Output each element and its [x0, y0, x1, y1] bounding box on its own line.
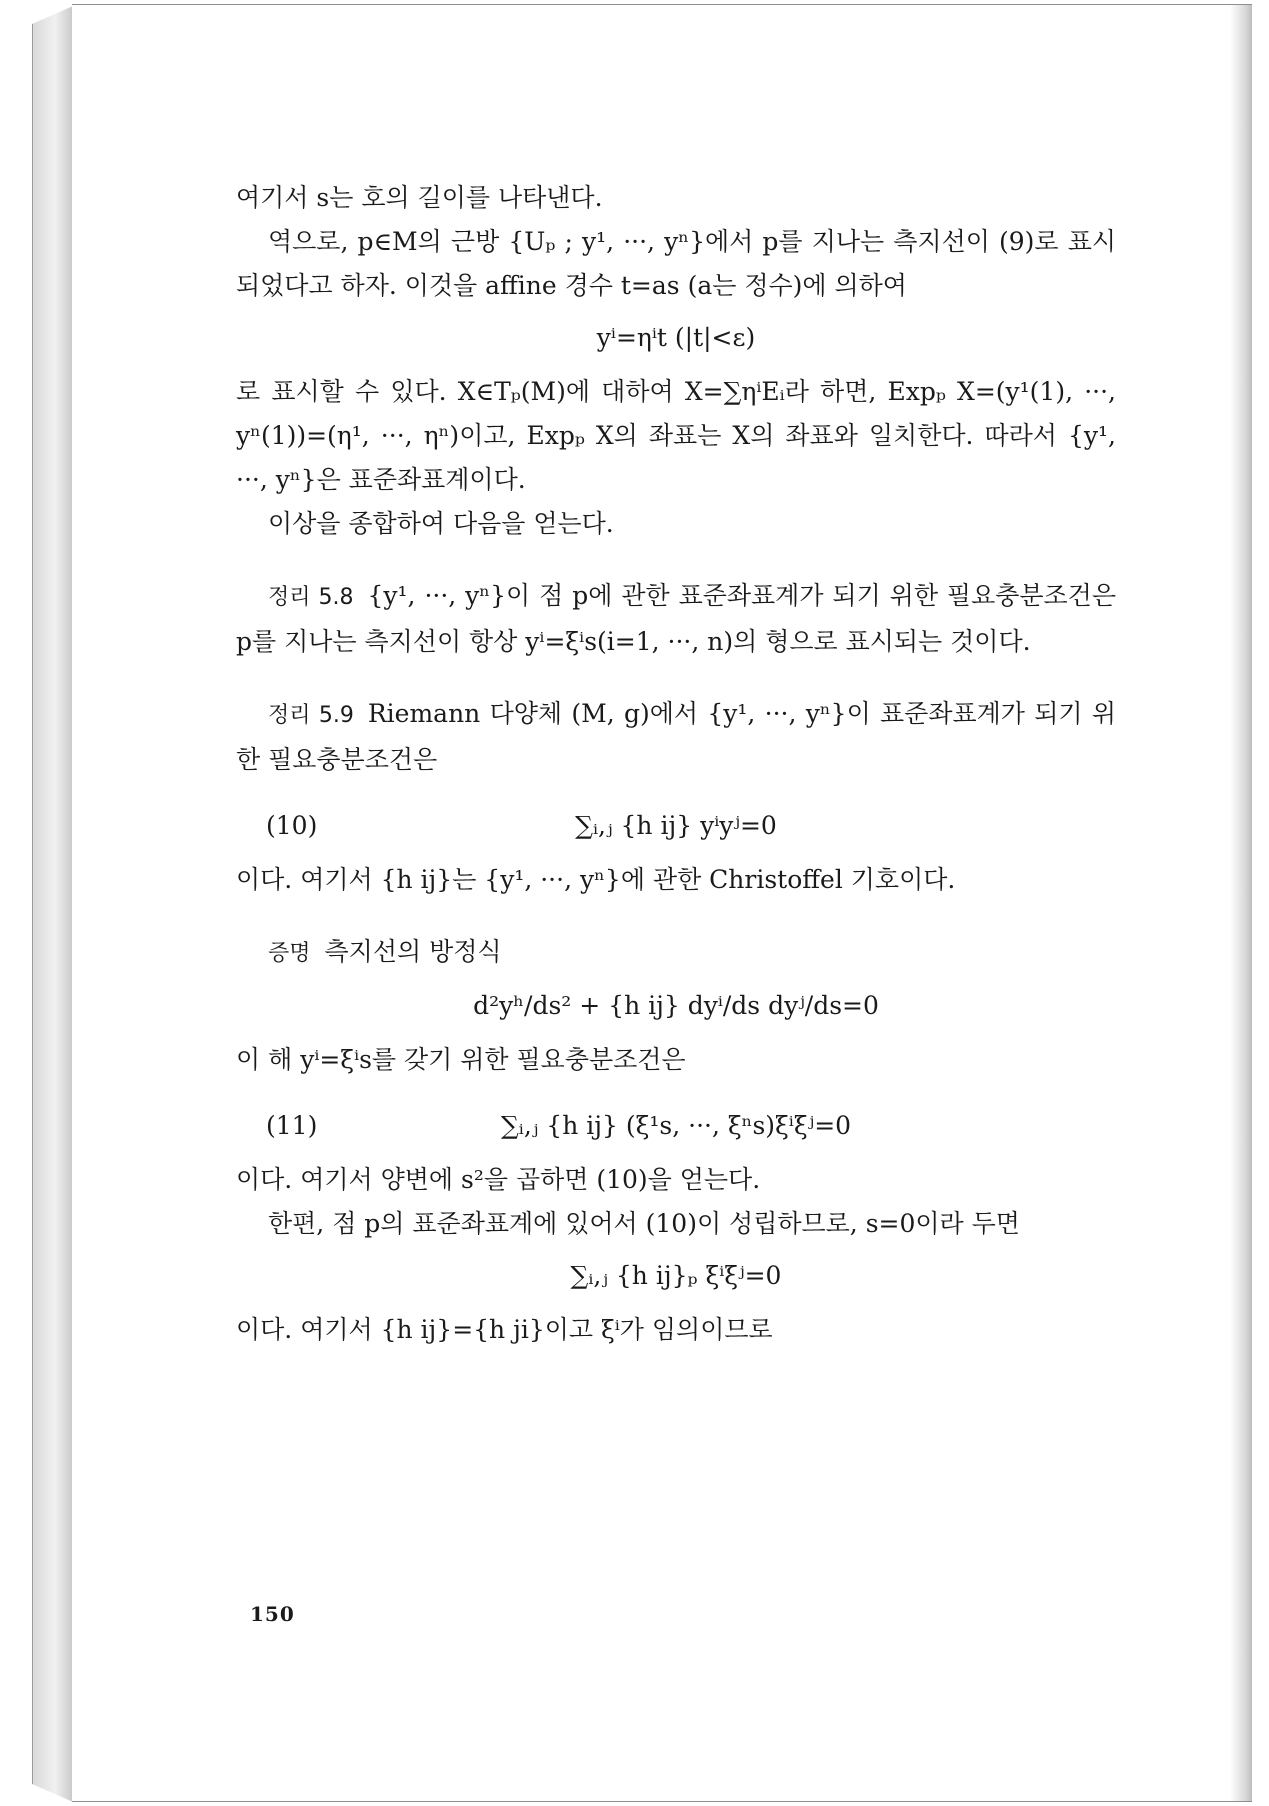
proof-text: 측지선의 방정식 — [324, 937, 502, 966]
page-edge-shadow — [1230, 5, 1252, 1801]
theorem-5-9 — [236, 692, 1116, 782]
paragraph-christoffel: 이다. 여기서 {h ij}는 {y¹, ···, yⁿ}에 관한 Christoffel 기호이다. — [236, 865, 956, 894]
equation-geodesic — [236, 976, 1116, 1038]
proof-label: 증명 — [268, 941, 311, 966]
equation-10 — [236, 796, 1116, 858]
equation-body: ∑ᵢ,ⱼ {h ij} (ξ¹s, ···, ξⁿs)ξⁱξʲ=0 — [500, 1111, 852, 1140]
paragraph-exp-map: 로 표시할 수 있다. X∈Tₚ(M)에 대하여 X=∑ηⁱEᵢ라 하면, Expₚ X=(y¹(1), ···, yⁿ(1))=(η¹, ···, ηⁿ)이고, Expₚ X의 좌표는 X의 좌표와 일치한다. 따라서 {y¹, ···, yⁿ}은 표준좌표계이다. — [236, 377, 1116, 494]
equation-body: yⁱ=ηⁱt (|t|<ε) — [596, 323, 756, 352]
proof-start — [236, 930, 1116, 976]
equation-at-p — [236, 1246, 1116, 1308]
equation-number: (11) — [266, 1111, 318, 1140]
paragraph-converse: 역으로, p∈M의 근방 {Uₚ ; y¹, ···, yⁿ}에서 p를 지나는 측지선이 (9)로 표시되었다고 하자. 이것을 affine 경수 t=as (a는 정수)에 의하여 — [236, 227, 1116, 300]
book-binding-edge — [32, 6, 73, 1802]
theorem-text: Riemann 다양체 (M, g)에서 {y¹, ···, yⁿ}이 표준좌표계가 되기 위한 필요충분조건은 — [236, 699, 1116, 774]
equation-body: ∑ᵢ,ⱼ {h ij} yⁱyʲ=0 — [575, 811, 777, 840]
paragraph-solution: 이 해 yⁱ=ξⁱs를 갖기 위한 필요충분조건은 — [236, 1045, 686, 1074]
page-number: 150 — [250, 1602, 295, 1626]
page-content — [236, 176, 1116, 1352]
equation-number: (10) — [266, 811, 318, 840]
equation-body: d²yʰ/ds² + {h ij} dyⁱ/ds dyʲ/ds=0 — [473, 991, 879, 1020]
equation-11 — [236, 1096, 1116, 1158]
paragraph-normal-coords: 한편, 점 p의 표준좌표계에 있어서 (10)이 성립하므로, s=0이라 두면 — [268, 1209, 1020, 1238]
theorem-5-8 — [236, 574, 1116, 664]
theorem-label: 정리 5.9 — [268, 703, 354, 728]
paragraph-multiply: 이다. 여기서 양변에 s²을 곱하면 (10)을 얻는다. — [236, 1165, 761, 1194]
theorem-label: 정리 5.8 — [268, 585, 354, 610]
theorem-text: {y¹, ···, yⁿ}이 점 p에 관한 표준좌표계가 되기 위한 필요충분조건은 p를 지나는 측지선이 항상 yⁱ=ξⁱs(i=1, ···, n)의 형으로 표시되는 것이다. — [236, 581, 1116, 656]
equation-geodesic-param — [236, 308, 1116, 370]
paragraph-summary: 이상을 종합하여 다음을 얻는다. — [268, 509, 614, 538]
paragraph-symmetric: 이다. 여기서 {h ij}={h ji}이고 ξⁱ가 임의이므로 — [236, 1315, 773, 1344]
equation-body: ∑ᵢ,ⱼ {h ij}ₚ ξⁱξʲ=0 — [570, 1261, 782, 1290]
text-line-arc-length: 여기서 s는 호의 길이를 나타낸다. — [236, 183, 603, 212]
